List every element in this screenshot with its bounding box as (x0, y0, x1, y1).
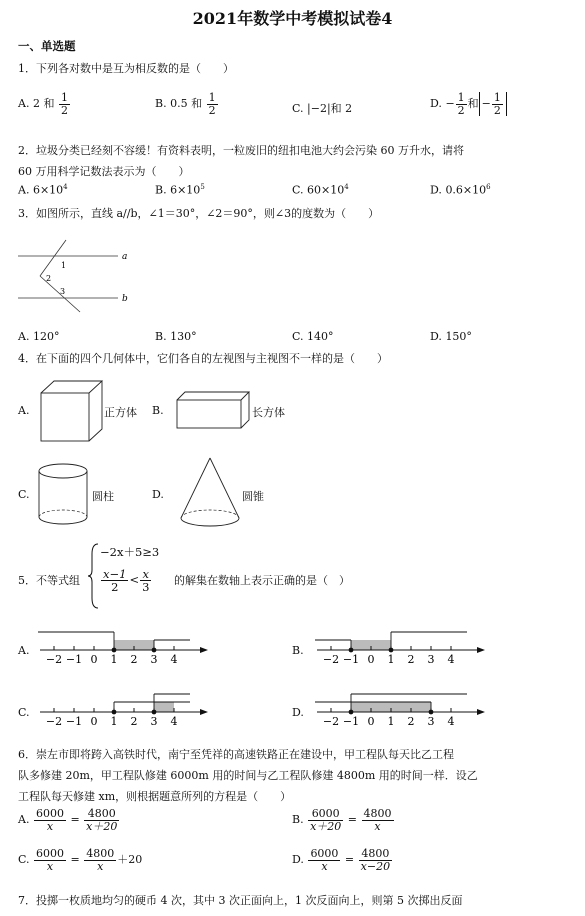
bound-point (112, 648, 117, 653)
axis-tick-label: −2 (322, 715, 340, 728)
q5-option-c[interactable]: C. (18, 706, 30, 719)
axis-tick-label: 2 (407, 653, 415, 666)
q4-option-a[interactable]: A. (18, 404, 30, 417)
q2-option-d[interactable]: D. $0.6\times 10^6$ (430, 183, 491, 197)
fraction: $\frac{1}{2}$ (60, 91, 68, 117)
q6-option-b[interactable]: B. $\frac{6000}{x+20}$ = $\frac{4800}{x}$ (292, 807, 392, 833)
axis-tick-label: −1 (65, 653, 83, 666)
number-line-d (315, 682, 505, 734)
cone-figure (178, 456, 244, 530)
question-6-stem-line1: 6．崇左市即将跨入高铁时代，南宁至凭祥的高速铁路正在建设中，甲工程队每天比乙工程 (18, 748, 454, 761)
axis-tick-label: 4 (170, 715, 178, 728)
q3-option-d[interactable]: D. 150° (430, 330, 472, 343)
axis-tick-label: 2 (407, 715, 415, 728)
axis-tick-label: 2 (130, 653, 138, 666)
q1-option-a[interactable]: A. 2 和 $\frac{1}{2}$ (18, 91, 68, 117)
bound-point (429, 710, 434, 715)
axis-tick-label: −1 (65, 715, 83, 728)
axis-arrow (477, 709, 485, 715)
bound-point (112, 710, 117, 715)
axis-tick-label: −2 (322, 653, 340, 666)
cube-figure (38, 378, 108, 443)
q1-option-c[interactable]: C. |−2|和 2 (292, 102, 353, 115)
q3-option-b[interactable]: B. 130° (155, 330, 197, 343)
axis-tick-label: −1 (342, 653, 360, 666)
bound-point (349, 710, 354, 715)
inequality-2: $\frac{x-1}{2}$ < $\frac{x}{3}$ (103, 567, 150, 595)
bound-point (152, 648, 157, 653)
cuboid-label: 长方体 (252, 406, 285, 419)
fraction: $\frac{1}{2}$ (208, 91, 216, 117)
cylinder-figure (36, 462, 92, 528)
solution-shade (154, 702, 174, 712)
option-letter: A. (18, 97, 30, 111)
page-title: 2021年数学中考模拟试卷4 (192, 9, 393, 28)
axis-tick-label: 4 (447, 715, 455, 728)
number-line-c (38, 682, 228, 734)
q3-option-c[interactable]: C. 140° (292, 330, 334, 343)
axis-arrow (200, 709, 208, 715)
question-2-stem-line1: 2．垃圾分类已经刻不容缓！有资料表明，一粒废旧的纽扣电池大约会污染 60 万升水，请将 (18, 144, 464, 157)
question-5-stem-pre: 5．不等式组 (18, 574, 80, 587)
q6-option-c[interactable]: C. $\frac{6000}{x}$ = $\frac{4800}{x}$ ＋20 (18, 847, 143, 873)
question-6-stem-line2: 队多修建 20m，甲工程队修建 6000m 用的时间与乙工程队修建 4800m 用的时间一样．设乙 (18, 769, 478, 782)
number-line-a (38, 620, 228, 672)
q2-option-c[interactable]: C. $60\times 10^4$ (292, 183, 349, 197)
axis-tick-label: 1 (110, 715, 118, 728)
q5-option-d[interactable]: D. (292, 706, 304, 719)
q4-option-d[interactable]: D. (152, 488, 164, 501)
cylinder-label: 圆柱 (92, 490, 114, 503)
q5-option-a[interactable]: A. (18, 644, 30, 657)
q6-option-d[interactable]: D. $\frac{6000}{x}$ = $\frac{4800}{x-20}$ (292, 847, 391, 873)
axis-tick-label: 0 (367, 715, 375, 728)
absolute-value: − $\frac{1}{2}$ (479, 92, 507, 116)
axis-tick-label: 4 (447, 653, 455, 666)
axis-tick-label: 3 (427, 715, 435, 728)
bound-point (152, 710, 157, 715)
axis-tick-label: 1 (387, 653, 395, 666)
axis-tick-label: 4 (170, 653, 178, 666)
inequality-1: −2x＋5≥3 (100, 545, 160, 559)
section-heading: 一、单选题 (18, 39, 76, 53)
q2-option-b[interactable]: B. $6\times 10^5$ (155, 183, 205, 197)
axis-tick-label: 0 (90, 653, 98, 666)
question-1-stem: 1．下列各对数中是互为相反数的是（ ） (18, 62, 234, 75)
label-a: a (122, 252, 128, 262)
q1-option-d[interactable]: D. − $\frac{1}{2}$ 和 − $\frac{1}{2}$ (430, 92, 507, 116)
axis-tick-label: −1 (342, 715, 360, 728)
angle-2-label: 2 (46, 274, 52, 283)
question-4-stem: 4．在下面的四个几何体中，它们各自的左视图与主视图不一样的是（ ） (18, 352, 388, 365)
question-5-stem-post: 的解集在数轴上表示正确的是（ ） (174, 574, 350, 587)
axis-tick-label: 1 (110, 653, 118, 666)
axis-arrow (200, 647, 208, 653)
angle-3-label: 3 (60, 287, 66, 296)
axis-tick-label: −2 (45, 653, 63, 666)
number-line-b (315, 620, 505, 672)
question-3-stem: 3．如图所示，直线 a//b，∠1＝30°，∠2＝90°，则∠3的度数为（ ） (18, 207, 380, 220)
transversal-upper (40, 240, 66, 276)
axis-arrow (477, 647, 485, 653)
system-brace (88, 542, 100, 610)
cube-label: 正方体 (104, 406, 137, 419)
axis-tick-label: 0 (90, 715, 98, 728)
q4-option-c[interactable]: C. (18, 488, 30, 501)
q3-option-a[interactable]: A. 120° (18, 330, 60, 343)
q1-option-b[interactable]: B. 0.5 和 $\frac{1}{2}$ (155, 91, 216, 117)
cone-label: 圆锥 (242, 490, 264, 503)
q6-option-a[interactable]: A. $\frac{6000}{x}$ = $\frac{4800}{x+20}$ (18, 807, 118, 833)
axis-tick-label: 1 (387, 715, 395, 728)
fraction: $\frac{1}{2}$ (457, 91, 465, 117)
bound-point (349, 648, 354, 653)
angle-1-label: 1 (61, 261, 67, 270)
parallel-lines-figure (18, 240, 138, 320)
question-6-stem-line3: 工程队每天修建 xm，则根据题意所列的方程是（ ） (18, 790, 292, 803)
axis-tick-label: 2 (130, 715, 138, 728)
axis-tick-label: 3 (150, 715, 158, 728)
label-b: b (122, 294, 128, 304)
axis-tick-label: 0 (367, 653, 375, 666)
axis-tick-label: 3 (150, 653, 158, 666)
q2-option-a[interactable]: A. $6\times 10^4$ (18, 183, 68, 197)
cuboid-figure (174, 390, 254, 430)
q5-option-b[interactable]: B. (292, 644, 304, 657)
question-7-stem: 7．投掷一枚质地均匀的硬币 4 次，其中 3 次正面向上，1 次反面向上，则第 5 次掷出反面 (18, 894, 463, 907)
question-2-stem-line2: 60 万用科学记数法表示为（ ） (18, 165, 190, 178)
axis-tick-label: −2 (45, 715, 63, 728)
q4-option-b[interactable]: B. (152, 404, 164, 417)
bound-point (389, 648, 394, 653)
axis-tick-label: 3 (427, 653, 435, 666)
